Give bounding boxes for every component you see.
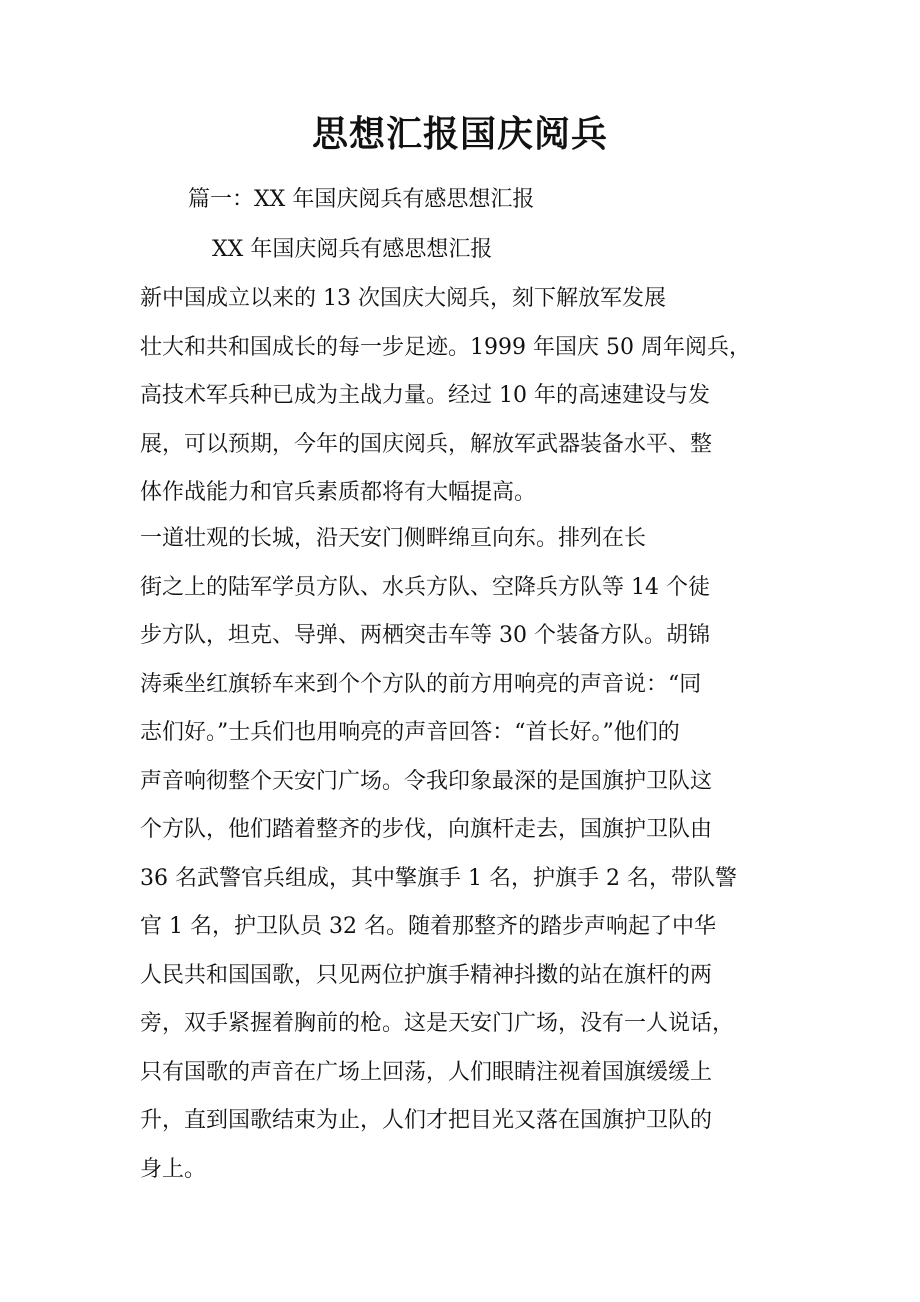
paragraph-line: 步方队，坦克、导弹、两栖突击车等 30 个装备方队。胡锦 [140, 623, 710, 648]
paragraph-line: 个方队，他们踏着整齐的步伐，向旗杆走去，国旗护卫队由 [140, 817, 713, 842]
paragraph-line: 36 名武警官兵组成，其中擎旗手 1 名，护旗手 2 名，带队警 [140, 865, 737, 891]
paragraph-line: 街之上的陆军学员方队、水兵方队、空降兵方队等 14 个徒 [140, 574, 710, 600]
paragraph-line: 展，可以预期，今年的国庆阅兵，解放军武器装备水平、整 [140, 431, 713, 457]
paragraph-line: 新中国成立以来的 13 次国庆大阅兵，刻下解放军发展 [140, 286, 666, 311]
paragraph-line: 升，直到国歌结束为止，人们才把目光又落在国旗护卫队的 [140, 1108, 713, 1133]
article-heading: XX 年国庆阅兵有感思想汇报 [212, 237, 493, 262]
paragraph-line: 高技术军兵种已成为主战力量。经过 10 年的高速建设与发 [140, 383, 710, 408]
paragraph-line: 声音响彻整个天安门广场。令我印象最深的是国旗护卫队这 [140, 768, 713, 794]
section-heading: 篇一：XX 年国庆阅兵有感思想汇报 [188, 187, 535, 212]
document-title: 思想汇报国庆阅兵 [311, 113, 608, 155]
paragraph-line: 涛乘坐红旗轿车来到个个方队的前方用响亮的声音说：“同 [140, 671, 702, 697]
paragraph-1 [140, 275, 780, 518]
paragraph-line: 旁，双手紧握着胸前的枪。这是天安门广场，没有一人说话， [140, 1011, 735, 1036]
paragraph-line: 一道壮观的长城，沿天安门侧畔绵亘向东。排列在长 [140, 526, 647, 551]
paragraph-line: 体作战能力和官兵素质都将有大幅提高。 [140, 480, 537, 505]
paragraph-line: 人民共和国国歌，只见两位护旗手精神抖擞的站在旗杆的两 [140, 962, 713, 988]
paragraph-line: 壮大和共和国成长的每一步足迹。1999 年国庆 50 周年阅兵， [140, 334, 751, 360]
paragraph-line: 官 1 名，护卫队员 32 名。随着那整齐的踏步声响起了中华 [140, 914, 716, 939]
paragraph-line: 只有国歌的声音在广场上回荡，人们眼睛注视着国旗缓缓上 [140, 1059, 713, 1085]
paragraph-line: 志们好。”士兵们也用响亮的声音回答：“首长好。”他们的 [140, 720, 680, 745]
paragraph-line: 身上。 [140, 1156, 207, 1182]
paragraph-2 [140, 515, 780, 1194]
